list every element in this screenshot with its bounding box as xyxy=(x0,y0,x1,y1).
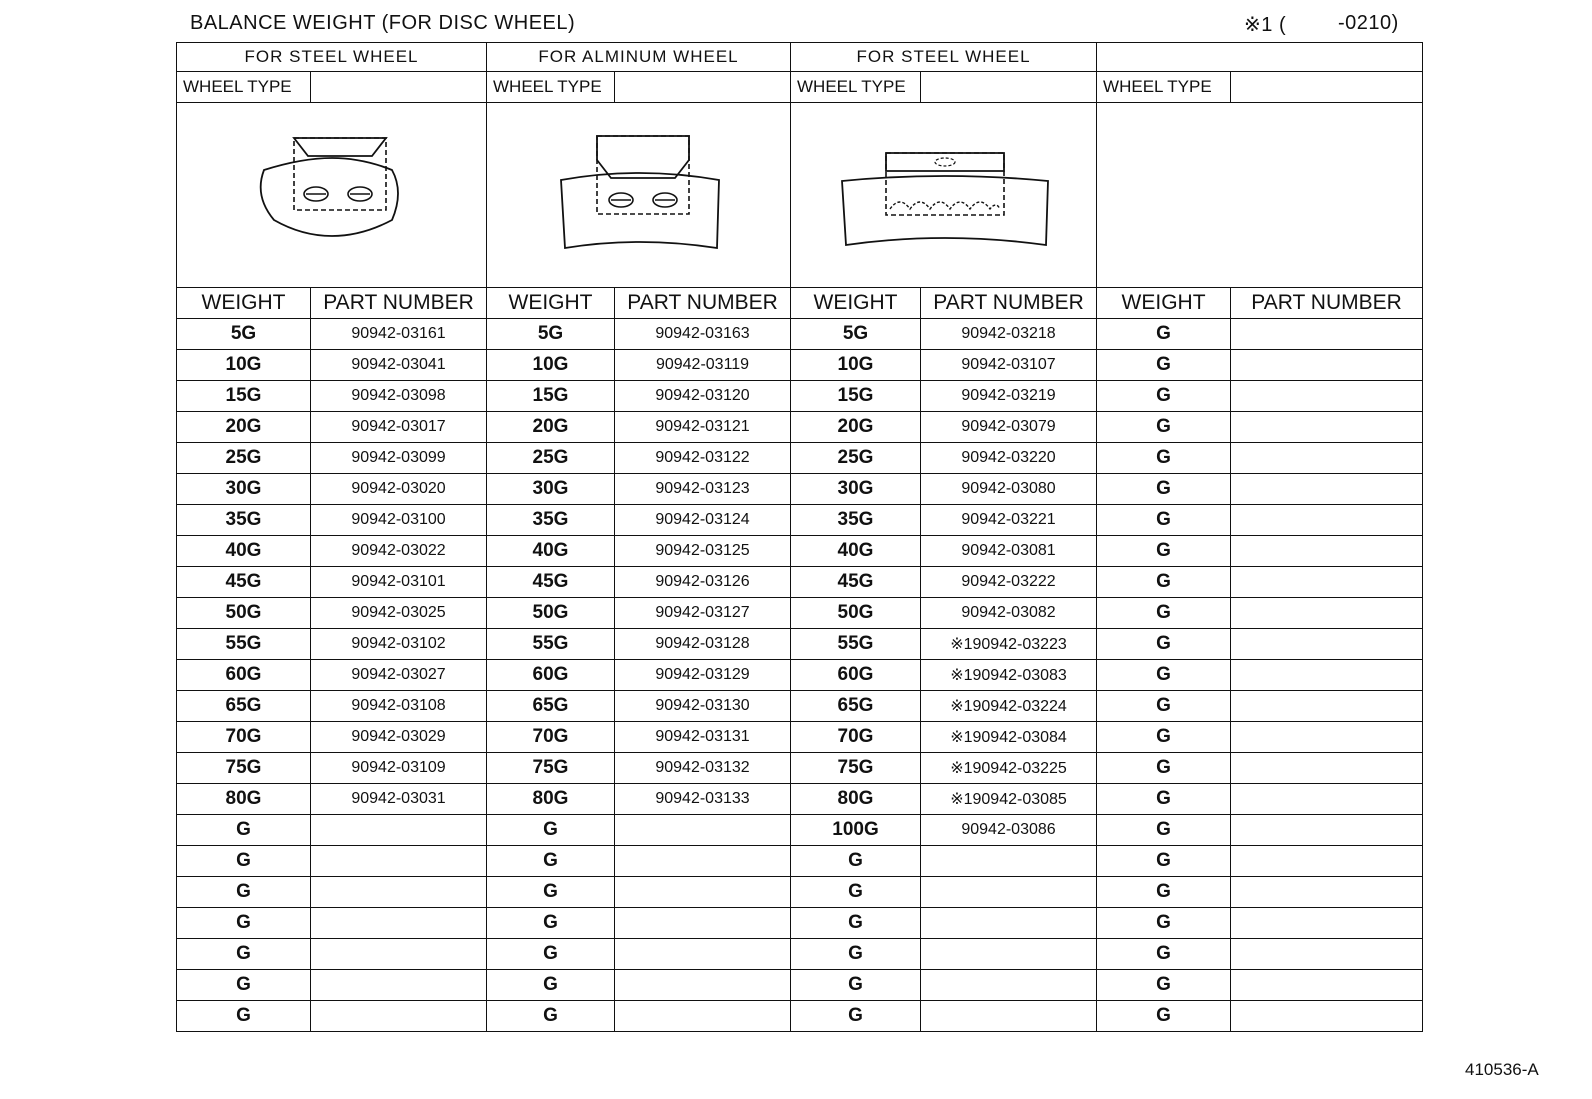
weight-cell: G xyxy=(791,877,921,908)
weight-cell: G xyxy=(487,1001,615,1032)
table-row xyxy=(177,381,1423,412)
weight-cell: G xyxy=(791,970,921,1001)
part-number-cell: 90942-03020 xyxy=(311,474,487,505)
weight-cell: G xyxy=(1097,691,1231,722)
weight-cell: G xyxy=(1097,939,1231,970)
part-number-cell: 90942-03124 xyxy=(615,505,791,536)
table-row xyxy=(177,567,1423,598)
part-number-column-header: PART NUMBER xyxy=(615,288,791,319)
part-number-cell: 90942-03119 xyxy=(615,350,791,381)
part-number-cell: 90942-03161 xyxy=(311,319,487,350)
steel-adhesive-weight-icon xyxy=(834,135,1054,255)
weight-cell: 45G xyxy=(487,567,615,598)
part-number-cell: 90942-03109 xyxy=(311,753,487,784)
weight-cell: G xyxy=(1097,815,1231,846)
part-number-cell xyxy=(615,970,791,1001)
part-number-cell: ※190942-03223 xyxy=(921,629,1097,660)
weight-cell: G xyxy=(1097,970,1231,1001)
part-number-cell xyxy=(615,846,791,877)
wheel-type-label: WHEEL TYPE xyxy=(177,72,311,103)
part-number-cell: 90942-03041 xyxy=(311,350,487,381)
wheel-type-value xyxy=(311,72,487,103)
part-number-cell xyxy=(1231,784,1423,815)
part-number-cell: 90942-03027 xyxy=(311,660,487,691)
part-number-cell xyxy=(1231,350,1423,381)
weight-cell: 65G xyxy=(177,691,311,722)
part-number-cell: 90942-03101 xyxy=(311,567,487,598)
weight-cell: G xyxy=(1097,598,1231,629)
weight-cell: 80G xyxy=(791,784,921,815)
table-row xyxy=(177,474,1423,505)
part-number-cell xyxy=(311,908,487,939)
page-title: BALANCE WEIGHT (FOR DISC WHEEL) xyxy=(190,12,576,34)
part-number-cell: 90942-03221 xyxy=(921,505,1097,536)
part-number-cell xyxy=(1231,846,1423,877)
section-header-steel-2: FOR STEEL WHEEL xyxy=(791,43,1097,72)
part-number-cell xyxy=(921,939,1097,970)
weight-cell: G xyxy=(487,877,615,908)
part-number-cell: 90942-03098 xyxy=(311,381,487,412)
weight-cell: G xyxy=(1097,536,1231,567)
weight-cell: 35G xyxy=(487,505,615,536)
weight-cell: G xyxy=(1097,846,1231,877)
section-header-aluminum: FOR ALMINUM WHEEL xyxy=(487,43,791,72)
wheel-type-label: WHEEL TYPE xyxy=(487,72,615,103)
part-number-column-header: PART NUMBER xyxy=(311,288,487,319)
part-number-cell: 90942-03132 xyxy=(615,753,791,784)
table-row xyxy=(177,753,1423,784)
weight-cell: G xyxy=(1097,660,1231,691)
part-number-cell xyxy=(1231,505,1423,536)
weight-cell: 75G xyxy=(487,753,615,784)
weight-cell: G xyxy=(487,908,615,939)
weight-cell: G xyxy=(1097,1001,1231,1032)
part-number-cell xyxy=(1231,722,1423,753)
part-number-cell xyxy=(1231,908,1423,939)
weight-cell: G xyxy=(487,939,615,970)
part-number-cell xyxy=(921,846,1097,877)
weight-cell: 50G xyxy=(177,598,311,629)
part-number-cell xyxy=(1231,567,1423,598)
weight-cell: 80G xyxy=(177,784,311,815)
part-number-cell: 90942-03125 xyxy=(615,536,791,567)
weight-cell: G xyxy=(1097,319,1231,350)
part-number-cell xyxy=(615,815,791,846)
part-number-cell xyxy=(615,877,791,908)
weight-cell: G xyxy=(1097,443,1231,474)
part-number-cell: 90942-03080 xyxy=(921,474,1097,505)
part-number-cell: 90942-03220 xyxy=(921,443,1097,474)
table-row xyxy=(177,970,1423,1001)
weight-cell: G xyxy=(177,1001,311,1032)
wheel-type-value xyxy=(615,72,791,103)
weight-cell: 55G xyxy=(487,629,615,660)
part-number-cell: ※190942-03224 xyxy=(921,691,1097,722)
weight-column-header: WEIGHT xyxy=(487,288,615,319)
table-row xyxy=(177,350,1423,381)
weight-cell: G xyxy=(1097,505,1231,536)
part-number-cell: 90942-03025 xyxy=(311,598,487,629)
table-row xyxy=(177,939,1423,970)
weight-cell: 70G xyxy=(791,722,921,753)
weight-cell: 15G xyxy=(177,381,311,412)
weight-cell: 45G xyxy=(791,567,921,598)
weight-cell: 70G xyxy=(487,722,615,753)
weight-cell: G xyxy=(1097,350,1231,381)
weight-cell: G xyxy=(791,908,921,939)
weight-cell: 5G xyxy=(177,319,311,350)
part-number-cell: 90942-03121 xyxy=(615,412,791,443)
weight-cell: G xyxy=(1097,753,1231,784)
weight-cell: 30G xyxy=(487,474,615,505)
part-number-cell xyxy=(1231,877,1423,908)
part-number-cell xyxy=(1231,939,1423,970)
weight-cell: 75G xyxy=(177,753,311,784)
part-number-cell xyxy=(311,1001,487,1032)
part-number-cell xyxy=(1231,970,1423,1001)
table-row xyxy=(177,505,1423,536)
weight-cell: 70G xyxy=(177,722,311,753)
part-number-cell xyxy=(311,939,487,970)
weight-cell: G xyxy=(177,939,311,970)
part-number-cell xyxy=(1231,443,1423,474)
part-number-cell xyxy=(921,908,1097,939)
part-number-cell xyxy=(1231,381,1423,412)
wheel-type-label: WHEEL TYPE xyxy=(791,72,921,103)
table-row xyxy=(177,691,1423,722)
part-number-cell: 90942-03017 xyxy=(311,412,487,443)
part-number-cell: 90942-03022 xyxy=(311,536,487,567)
part-number-cell: ※190942-03085 xyxy=(921,784,1097,815)
part-number-cell xyxy=(1231,691,1423,722)
part-number-cell: 90942-03100 xyxy=(311,505,487,536)
weight-cell: G xyxy=(487,846,615,877)
weight-cell: G xyxy=(791,846,921,877)
table-row xyxy=(177,846,1423,877)
weight-cell: G xyxy=(1097,629,1231,660)
part-number-cell xyxy=(311,815,487,846)
part-number-cell xyxy=(311,846,487,877)
weight-cell: G xyxy=(791,1001,921,1032)
part-number-cell xyxy=(1231,753,1423,784)
table-row xyxy=(177,908,1423,939)
weight-cell: 65G xyxy=(791,691,921,722)
part-number-cell xyxy=(311,877,487,908)
table-row xyxy=(177,815,1423,846)
aluminum-clip-weight-icon xyxy=(549,130,729,260)
wheel-type-value xyxy=(1231,72,1423,103)
weight-cell: G xyxy=(1097,567,1231,598)
part-number-cell xyxy=(311,970,487,1001)
weight-cell: 40G xyxy=(487,536,615,567)
weight-cell: 60G xyxy=(487,660,615,691)
figure-number: 410536-A xyxy=(1465,1060,1539,1079)
part-number-cell xyxy=(615,939,791,970)
wheel-type-value xyxy=(921,72,1097,103)
wheel-type-label: WHEEL TYPE xyxy=(1097,72,1231,103)
weight-cell: G xyxy=(1097,722,1231,753)
weight-cell: 10G xyxy=(177,350,311,381)
part-number-cell: 90942-03129 xyxy=(615,660,791,691)
weight-cell: G xyxy=(177,846,311,877)
part-number-cell: 90942-03120 xyxy=(615,381,791,412)
table-row xyxy=(177,722,1423,753)
weight-cell: G xyxy=(1097,381,1231,412)
part-number-cell: 90942-03108 xyxy=(311,691,487,722)
weight-column-header: WEIGHT xyxy=(1097,288,1231,319)
part-number-cell xyxy=(1231,536,1423,567)
weight-cell: 35G xyxy=(177,505,311,536)
weight-cell: 5G xyxy=(487,319,615,350)
part-number-cell: ※190942-03225 xyxy=(921,753,1097,784)
weight-cell: 65G xyxy=(487,691,615,722)
table-row xyxy=(177,412,1423,443)
part-number-cell xyxy=(1231,1001,1423,1032)
part-number-cell: 90942-03163 xyxy=(615,319,791,350)
part-number-cell: 90942-03219 xyxy=(921,381,1097,412)
table-row xyxy=(177,1001,1423,1032)
part-number-cell: 90942-03126 xyxy=(615,567,791,598)
section-header-blank xyxy=(1097,43,1423,72)
weight-cell: 55G xyxy=(177,629,311,660)
part-number-cell: ※190942-03083 xyxy=(921,660,1097,691)
table-row xyxy=(177,536,1423,567)
weight-cell: 5G xyxy=(791,319,921,350)
table-row xyxy=(177,443,1423,474)
part-number-cell xyxy=(1231,412,1423,443)
weight-cell: 100G xyxy=(791,815,921,846)
part-number-cell xyxy=(1231,660,1423,691)
weight-cell: 15G xyxy=(791,381,921,412)
illustration-cell-empty xyxy=(1097,103,1423,288)
weight-column-header: WEIGHT xyxy=(177,288,311,319)
weight-cell: 60G xyxy=(177,660,311,691)
weight-cell: G xyxy=(1097,784,1231,815)
part-number-cell: 90942-03130 xyxy=(615,691,791,722)
part-number-cell: 90942-03218 xyxy=(921,319,1097,350)
footnote-mark: ※1 ( xyxy=(1244,14,1287,36)
balance-weight-table xyxy=(176,42,1423,1032)
weight-cell: 25G xyxy=(177,443,311,474)
part-number-cell: 90942-03079 xyxy=(921,412,1097,443)
weight-cell: 40G xyxy=(177,536,311,567)
weight-cell: 25G xyxy=(487,443,615,474)
part-number-cell xyxy=(1231,598,1423,629)
part-number-cell: 90942-03222 xyxy=(921,567,1097,598)
weight-cell: 30G xyxy=(791,474,921,505)
part-number-cell: 90942-03086 xyxy=(921,815,1097,846)
weight-cell: G xyxy=(177,908,311,939)
weight-cell: 60G xyxy=(791,660,921,691)
illustration-cell xyxy=(177,103,487,288)
part-number-cell: 90942-03123 xyxy=(615,474,791,505)
table-row xyxy=(177,319,1423,350)
part-number-cell xyxy=(1231,815,1423,846)
table-row xyxy=(177,629,1423,660)
part-number-cell: 90942-03122 xyxy=(615,443,791,474)
weight-cell: G xyxy=(1097,474,1231,505)
table-row xyxy=(177,877,1423,908)
weight-cell: G xyxy=(791,939,921,970)
part-number-cell: 90942-03128 xyxy=(615,629,791,660)
weight-cell: 20G xyxy=(791,412,921,443)
part-number-cell: ※190942-03084 xyxy=(921,722,1097,753)
steel-clip-weight-icon xyxy=(242,130,422,260)
part-number-cell: 90942-03031 xyxy=(311,784,487,815)
table-row xyxy=(177,784,1423,815)
weight-cell: 80G xyxy=(487,784,615,815)
part-number-cell xyxy=(1231,474,1423,505)
part-number-cell: 90942-03133 xyxy=(615,784,791,815)
part-number-cell xyxy=(615,908,791,939)
weight-cell: 15G xyxy=(487,381,615,412)
part-number-cell: 90942-03127 xyxy=(615,598,791,629)
part-number-cell xyxy=(921,1001,1097,1032)
part-number-cell: 90942-03102 xyxy=(311,629,487,660)
table-row xyxy=(177,598,1423,629)
part-number-cell: 90942-03082 xyxy=(921,598,1097,629)
weight-cell: G xyxy=(487,970,615,1001)
part-number-column-header: PART NUMBER xyxy=(1231,288,1423,319)
weight-cell: G xyxy=(1097,412,1231,443)
weight-cell: G xyxy=(177,970,311,1001)
weight-cell: G xyxy=(1097,877,1231,908)
weight-cell: G xyxy=(487,815,615,846)
section-header-steel: FOR STEEL WHEEL xyxy=(177,43,487,72)
weight-cell: 10G xyxy=(487,350,615,381)
weight-cell: 40G xyxy=(791,536,921,567)
illustration-cell xyxy=(791,103,1097,288)
part-number-cell: 90942-03099 xyxy=(311,443,487,474)
illustration-cell xyxy=(487,103,791,288)
weight-cell: 20G xyxy=(487,412,615,443)
weight-cell: 45G xyxy=(177,567,311,598)
part-number-cell xyxy=(615,1001,791,1032)
weight-cell: 55G xyxy=(791,629,921,660)
weight-cell: 10G xyxy=(791,350,921,381)
footnote-suffix: -0210) xyxy=(1338,12,1399,34)
part-number-cell xyxy=(1231,319,1423,350)
part-number-column-header: PART NUMBER xyxy=(921,288,1097,319)
weight-cell: 20G xyxy=(177,412,311,443)
weight-cell: 30G xyxy=(177,474,311,505)
weight-cell: 75G xyxy=(791,753,921,784)
part-number-cell xyxy=(921,970,1097,1001)
part-number-cell xyxy=(1231,629,1423,660)
weight-cell: G xyxy=(1097,908,1231,939)
part-number-cell: 90942-03131 xyxy=(615,722,791,753)
table-row xyxy=(177,660,1423,691)
part-number-cell xyxy=(921,877,1097,908)
weight-column-header: WEIGHT xyxy=(791,288,921,319)
weight-cell: 50G xyxy=(487,598,615,629)
weight-cell: 35G xyxy=(791,505,921,536)
part-number-cell: 90942-03107 xyxy=(921,350,1097,381)
weight-cell: G xyxy=(177,877,311,908)
part-number-cell: 90942-03029 xyxy=(311,722,487,753)
weight-cell: G xyxy=(177,815,311,846)
weight-cell: 25G xyxy=(791,443,921,474)
part-number-cell: 90942-03081 xyxy=(921,536,1097,567)
weight-cell: 50G xyxy=(791,598,921,629)
